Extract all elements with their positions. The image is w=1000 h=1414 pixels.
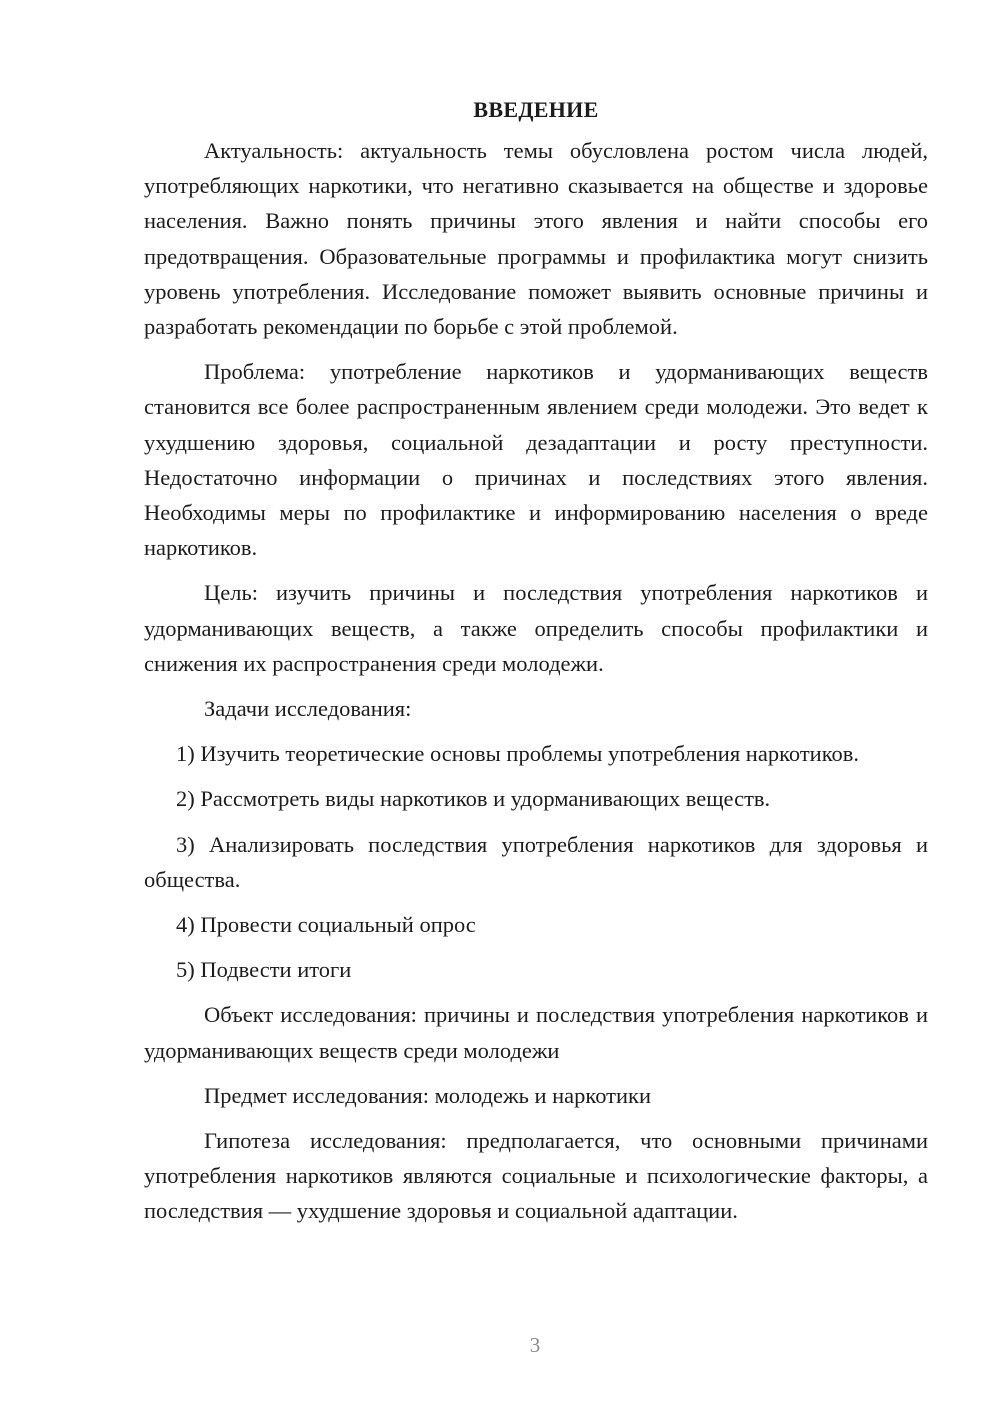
paragraph-tasks-title: Задачи исследования: (204, 696, 412, 722)
section-heading: ВВЕДЕНИЕ (473, 97, 599, 122)
task-item-5: 5) Подвести итоги (176, 957, 352, 983)
task-item-3: 3) Анализировать последствия употребления наркотиков для здоровья и общества. (144, 831, 928, 892)
paragraph-hypothesis: Гипотеза исследования: предполагается, что основными причинами употребления наркотиков являются социальные и психологические факторы, а последствия — ухудшение здоровья и социальной адаптации. (144, 1128, 928, 1224)
task-item-2: 2) Рассмотреть виды наркотиков и удорманивающих веществ. (176, 786, 771, 812)
task-item-1: 1) Изучить теоретические основы проблемы употребления наркотиков. (176, 741, 859, 767)
paragraph-relevance: Актуальность: актуальность темы обусловлена ростом числа людей, употребляющих наркотики, что негативно сказывается на обществе и здоровье населения. Важно понять причины этого явления и найти способы его предотвращения. Образовательные программы и профилактика могут снизить уровень употребления. Исследование поможет выявить основные причины и разработать рекомендации по борьбе с этой проблемой. (144, 138, 928, 340)
page-number: 3 (529, 1333, 541, 1357)
task-item-4: 4) Провести социальный опрос (176, 912, 476, 938)
paragraph-problem: Проблема: употребление наркотиков и удорманивающих веществ становится все более распространенным явлением среди молодежи. Это ведет к ухудшению здоровья, социальной дезадаптации и росту преступности. Недостаточно информации о причинах и последствиях этого явления. Необходимы меры по профилактике и информированию населения о вреде наркотиков. (144, 359, 928, 561)
paragraph-goal: Цель: изучить причины и последствия употребления наркотиков и удорманивающих веществ, а также определить способы профилактики и снижения их распространения среди молодежи. (144, 580, 928, 676)
paragraph-subject: Предмет исследования: молодежь и наркотики (204, 1082, 651, 1108)
paragraph-object: Объект исследования: причины и последствия употребления наркотиков и удорманивающих веществ среди молодежи (144, 1002, 928, 1063)
document-page (144, 93, 928, 1239)
